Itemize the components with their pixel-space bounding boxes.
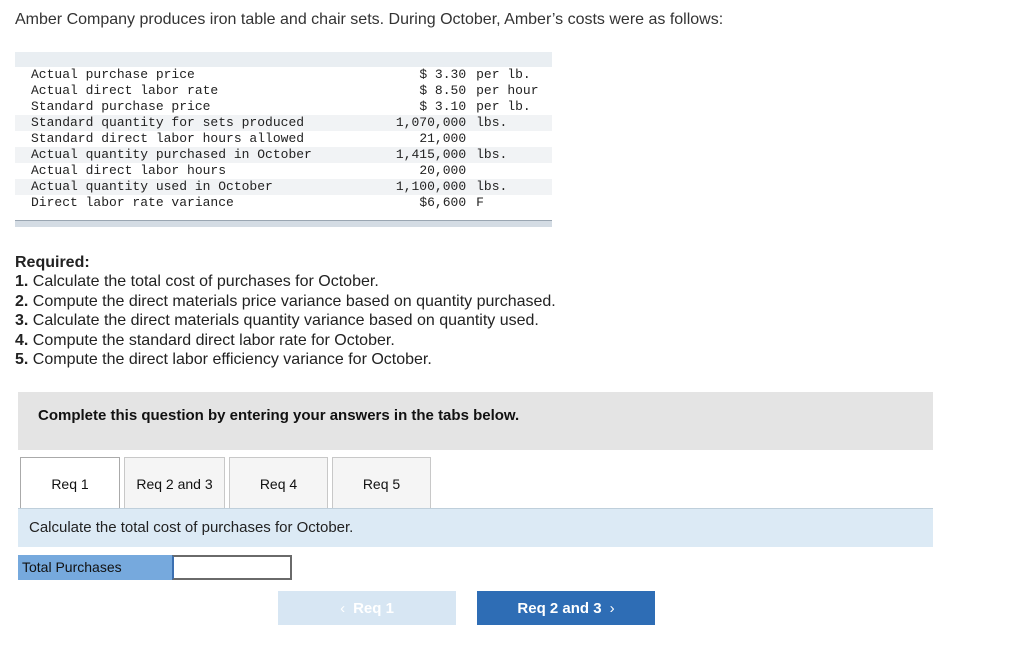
table-row [15, 115, 552, 131]
tab-req-4[interactable]: Req 4 [229, 457, 328, 509]
table-row [15, 131, 552, 147]
row-value: $6,600 [349, 195, 476, 211]
required-item-text: Compute the direct materials price variance based on quantity purchased. [32, 292, 556, 310]
row-label: Standard purchase price [15, 99, 349, 115]
tab-req-1[interactable]: Req 1 [20, 457, 120, 509]
required-heading: Required: [15, 254, 90, 271]
row-unit: per lb. [476, 99, 552, 115]
row-value: $ 3.10 [349, 99, 476, 115]
table-footer-bar [15, 221, 552, 228]
table-row [15, 147, 552, 163]
row-label: Standard quantity for sets produced [15, 115, 349, 131]
row-value: $ 3.30 [349, 67, 476, 83]
table-footer-gap [15, 211, 552, 221]
row-unit: per hour [476, 83, 552, 99]
row-unit [476, 131, 552, 147]
row-unit: lbs. [476, 115, 552, 131]
chevron-left-icon: ‹ [340, 599, 346, 617]
tab-panel-prompt: Calculate the total cost of purchases for October. [18, 509, 933, 547]
req-tabs [20, 457, 431, 509]
tab-req-5[interactable]: Req 5 [332, 457, 431, 509]
row-label: Standard direct labor hours allowed [15, 131, 349, 147]
next-button[interactable] [477, 591, 655, 625]
row-label: Direct labor rate variance [15, 195, 349, 211]
row-value: $ 8.50 [349, 83, 476, 99]
row-label: Actual purchase price [15, 67, 349, 83]
row-value: 1,100,000 [349, 179, 476, 195]
required-item-number: 2. [15, 292, 29, 310]
row-value: 20,000 [349, 163, 476, 179]
table-header-band [15, 52, 552, 67]
tab-req-2-and-3[interactable]: Req 2 and 3 [124, 457, 225, 509]
total-purchases-label: Total Purchases [18, 555, 172, 580]
next-button-label: Req 2 and 3 [517, 599, 602, 617]
chevron-right-icon: › [609, 599, 615, 617]
row-value: 21,000 [349, 131, 476, 147]
row-unit: lbs. [476, 147, 552, 163]
row-label: Actual quantity used in October [15, 179, 349, 195]
row-unit: F [476, 195, 552, 211]
required-section [15, 253, 556, 369]
row-value: 1,415,000 [349, 147, 476, 163]
table-row [15, 163, 552, 179]
required-item [15, 311, 556, 330]
required-item [15, 350, 556, 369]
required-item [15, 331, 556, 350]
total-purchases-input[interactable] [172, 555, 292, 580]
required-item-number: 4. [15, 331, 29, 349]
row-label: Actual direct labor rate [15, 83, 349, 99]
row-value: 1,070,000 [349, 115, 476, 131]
prev-button[interactable] [278, 591, 456, 625]
table-row [15, 179, 552, 195]
required-item [15, 292, 556, 311]
required-item-text: Calculate the direct materials quantity variance based on quantity used. [32, 312, 539, 330]
row-unit [476, 163, 552, 179]
table-row [15, 99, 552, 115]
required-item-number: 5. [15, 351, 29, 369]
answer-row [18, 555, 292, 580]
row-unit: lbs. [476, 179, 552, 195]
table-row [15, 67, 552, 83]
required-item-number: 1. [15, 273, 29, 291]
table-row [15, 83, 552, 99]
required-item-text: Calculate the total cost of purchases for October. [32, 273, 379, 291]
instructions-banner: Complete this question by entering your answers in the tabs below. [18, 392, 933, 450]
cost-data-table [15, 52, 552, 227]
intro-text: Amber Company produces iron table and chair sets. During October, Amber’s costs were as follows: [15, 11, 724, 28]
table-row [15, 195, 552, 211]
prev-button-label: Req 1 [353, 599, 394, 617]
required-item-text: Compute the standard direct labor rate for October. [32, 331, 395, 349]
row-label: Actual quantity purchased in October [15, 147, 349, 163]
required-item-number: 3. [15, 312, 29, 330]
row-label: Actual direct labor hours [15, 163, 349, 179]
required-item [15, 272, 556, 291]
row-unit: per lb. [476, 67, 552, 83]
required-item-text: Compute the direct labor efficiency variance for October. [32, 351, 432, 369]
